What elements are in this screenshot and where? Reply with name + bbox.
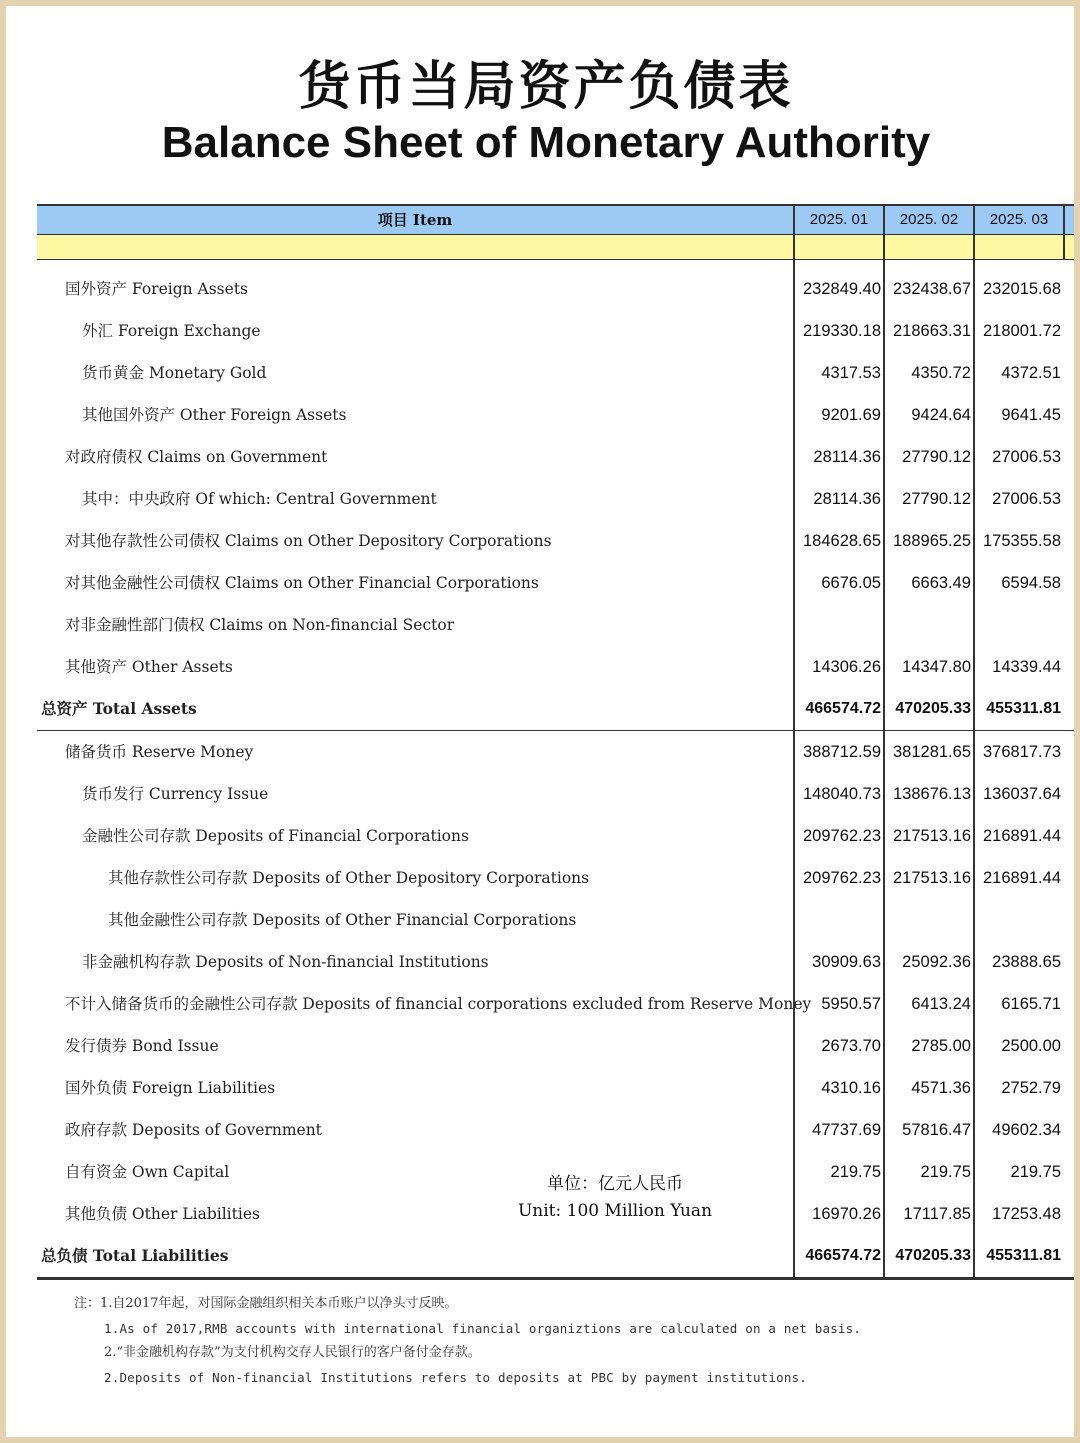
footnote-1-cn: 注：1.自2017年起，对国际金融组织相关本币账户以净头寸反映。 (74, 1296, 458, 1311)
row-label: 对其他金融性公司债权 Claims on Other Financial Corporations (65, 574, 539, 592)
cell-value-col-3: 6594.58 (1001, 574, 1061, 592)
cell-value-col-2: 6413.24 (911, 995, 971, 1013)
table-row (37, 857, 1074, 899)
cell-value-col-2: 57816.47 (902, 1121, 971, 1139)
header-col-2025-01: 2025. 01 (793, 206, 883, 234)
row-label: 其他国外资产 Other Foreign Assets (82, 406, 347, 424)
row-label: 国外资产 Foreign Assets (65, 280, 248, 298)
cell-value-col-2: 6663.49 (911, 574, 971, 592)
table-row (37, 478, 1074, 520)
title-english: Balance Sheet of Monetary Authority (161, 118, 931, 167)
table-row (37, 352, 1074, 394)
row-label: 对政府债权 Claims on Government (65, 448, 328, 466)
cell-value-col-1: 28114.36 (813, 448, 881, 466)
row-label: 其中：中央政府 Of which: Central Government (82, 490, 437, 508)
row-label: 非金融机构存款 Deposits of Non-financial Institutions (82, 953, 489, 971)
cell-value-col-1: 232849.40 (803, 280, 881, 298)
cell-value-col-1: 209762.23 (803, 869, 881, 887)
cell-value-col-3: 376817.73 (983, 743, 1061, 761)
table-row (37, 268, 1074, 310)
cell-value-col-3: 136037.64 (983, 785, 1061, 803)
table-row (37, 941, 1074, 983)
cell-value-col-1: 2673.70 (821, 1037, 881, 1055)
cell-value-col-1: 4310.16 (821, 1079, 881, 1097)
cell-value-col-3 (973, 899, 1061, 941)
cell-value-col-3: 17253.48 (992, 1205, 1061, 1223)
cell-value-col-3: 2752.79 (1001, 1079, 1061, 1097)
cell-value-col-1: 47737.69 (812, 1121, 881, 1139)
balance-sheet-table (37, 204, 1074, 1280)
cell-value-col-3: 4372.51 (1001, 364, 1061, 382)
cell-value-col-3: 2500.00 (1001, 1037, 1061, 1055)
cell-value-col-1: 6676.05 (821, 574, 881, 592)
row-label: 总负债 Total Liabilities (41, 1246, 229, 1265)
table-row (37, 899, 1074, 941)
cell-value-col-1: 466574.72 (805, 1247, 881, 1264)
table-row (37, 731, 1074, 773)
cell-value-col-2: 27790.12 (902, 490, 971, 508)
row-label: 储备货币 Reserve Money (65, 743, 254, 761)
cell-value-col-2: 217513.16 (893, 827, 971, 845)
row-label: 国外负债 Foreign Liabilities (65, 1079, 276, 1097)
cell-value-col-2: 381281.65 (893, 743, 971, 761)
table-row (37, 604, 1074, 646)
cell-value-col-1: 28114.36 (813, 490, 881, 508)
cell-value-col-2: 17117.85 (903, 1205, 971, 1223)
cell-value-col-3: 175355.58 (983, 532, 1061, 550)
table-header (37, 204, 1074, 235)
cell-value-col-3: 27006.53 (992, 490, 1061, 508)
row-label: 政府存款 Deposits of Government (65, 1121, 322, 1139)
table-row (37, 983, 1074, 1025)
cell-value-col-3: 6165.71 (1001, 995, 1061, 1013)
row-label: 金融性公司存款 Deposits of Financial Corporations (82, 827, 469, 845)
row-label: 其他金融性公司存款 Deposits of Other Financial Corporations (108, 911, 577, 929)
cell-value-col-1: 219.75 (830, 1163, 881, 1181)
footnotes (74, 1292, 1034, 1390)
cell-value-col-2: 218663.31 (893, 322, 971, 340)
cell-value-col-2: 217513.16 (893, 869, 971, 887)
table-row (37, 436, 1074, 478)
cell-value-col-2 (883, 899, 971, 941)
cell-value-col-1: 209762.23 (803, 827, 881, 845)
table-row (37, 646, 1074, 688)
table-row (37, 1025, 1074, 1067)
row-label: 对其他存款性公司债权 Claims on Other Depository Corporations (65, 532, 552, 550)
cell-value-col-3: 455311.81 (986, 700, 1061, 717)
cell-value-col-3: 14339.44 (992, 658, 1061, 676)
row-label: 发行债券 Bond Issue (65, 1037, 219, 1055)
cell-value-col-2: 14347.80 (902, 658, 971, 676)
unit-note (505, 1171, 725, 1225)
cell-value-col-1: 388712.59 (803, 743, 881, 761)
cell-value-col-1 (793, 604, 881, 646)
table-row (37, 562, 1074, 604)
footnote-2-en: 2.Deposits of Non-financial Institutions refers to deposits at PBC by payment institutions. (104, 1369, 808, 1385)
cell-value-col-1: 466574.72 (805, 700, 881, 717)
table-row (37, 688, 1074, 731)
table-bottom-rule (37, 1278, 1074, 1280)
table-row (37, 1235, 1074, 1278)
cell-value-col-2: 27790.12 (902, 448, 971, 466)
row-label: 不计入储备货币的金融性公司存款 Deposits of financial corporations excluded from Reserve Money (65, 995, 812, 1013)
cell-value-col-1: 184628.65 (803, 532, 881, 550)
cell-value-col-2: 188965.25 (893, 532, 971, 550)
header-item: 项目 Item (377, 211, 453, 229)
unit-english: Unit: 100 Million Yuan (517, 1201, 713, 1221)
row-label: 其他负债 Other Liabilities (65, 1205, 260, 1223)
title-chinese: 货币当局资产负债表 (298, 57, 794, 117)
footnote-1-en: 1.As of 2017,RMB accounts with international financial organiztions are calculated on a net basis. (104, 1320, 862, 1336)
table-row (37, 394, 1074, 436)
cell-value-col-1 (793, 899, 881, 941)
cell-value-col-1: 16970.26 (812, 1205, 881, 1223)
cell-value-col-3: 455311.81 (986, 1247, 1061, 1264)
table-body (37, 260, 1074, 1278)
row-label: 总资产 Total Assets (41, 699, 197, 718)
cell-value-col-1: 30909.63 (812, 953, 881, 971)
row-label: 其他资产 Other Assets (65, 658, 233, 676)
cell-value-col-1: 5950.57 (821, 995, 881, 1013)
header-col-2025-02: 2025. 02 (883, 206, 973, 234)
row-label: 货币黄金 Monetary Gold (82, 364, 267, 382)
table-row (37, 520, 1074, 562)
cell-value-col-2: 470205.33 (895, 1247, 971, 1264)
cell-value-col-2: 138676.13 (893, 785, 971, 803)
unit-chinese: 单位：亿元人民币 (547, 1174, 683, 1194)
cell-value-col-2: 2785.00 (911, 1037, 971, 1055)
cell-value-col-3: 23888.65 (992, 953, 1061, 971)
cell-value-col-3: 27006.53 (992, 448, 1061, 466)
cell-value-col-2: 4571.36 (911, 1079, 971, 1097)
cell-value-col-1: 219330.18 (803, 322, 881, 340)
row-label: 其他存款性公司存款 Deposits of Other Depository Corporations (108, 869, 590, 887)
cell-value-col-1: 14306.26 (812, 658, 881, 676)
header-col-2025-03: 2025. 03 (973, 206, 1063, 234)
row-label: 对非金融性部门债权 Claims on Non-financial Sector (65, 616, 455, 634)
table-row (37, 773, 1074, 815)
cell-value-col-3: 216891.44 (983, 869, 1061, 887)
cell-value-col-2: 232438.67 (893, 280, 971, 298)
footnote-2-cn: 2.“非金融机构存款”为支付机构交存人民银行的客户备付金存款。 (104, 1345, 481, 1360)
row-label: 货币发行 Currency Issue (82, 785, 269, 803)
table-row (37, 1109, 1074, 1151)
cell-value-col-3: 49602.34 (992, 1121, 1061, 1139)
cell-value-col-3: 216891.44 (983, 827, 1061, 845)
cell-value-col-3 (973, 604, 1061, 646)
cell-value-col-2: 25092.36 (902, 953, 971, 971)
cell-value-col-1: 148040.73 (803, 785, 881, 803)
cell-value-col-3: 232015.68 (983, 280, 1061, 298)
cell-value-col-2: 4350.72 (911, 364, 971, 382)
cell-value-col-1: 4317.53 (821, 364, 881, 382)
cell-value-col-3: 9641.45 (1001, 406, 1061, 424)
cell-value-col-2 (883, 604, 971, 646)
cell-value-col-2: 9424.64 (911, 406, 971, 424)
header-spacer (37, 235, 1074, 260)
cell-value-col-2: 470205.33 (895, 700, 971, 717)
row-label: 自有资金 Own Capital (65, 1163, 230, 1181)
cell-value-col-3: 219.75 (1010, 1163, 1061, 1181)
cell-value-col-2: 219.75 (920, 1163, 971, 1181)
table-row (37, 815, 1074, 857)
table-row (37, 310, 1074, 352)
row-label: 外汇 Foreign Exchange (82, 322, 261, 340)
cell-value-col-1: 9201.69 (821, 406, 881, 424)
table-row (37, 1067, 1074, 1109)
cell-value-col-3: 218001.72 (983, 322, 1061, 340)
